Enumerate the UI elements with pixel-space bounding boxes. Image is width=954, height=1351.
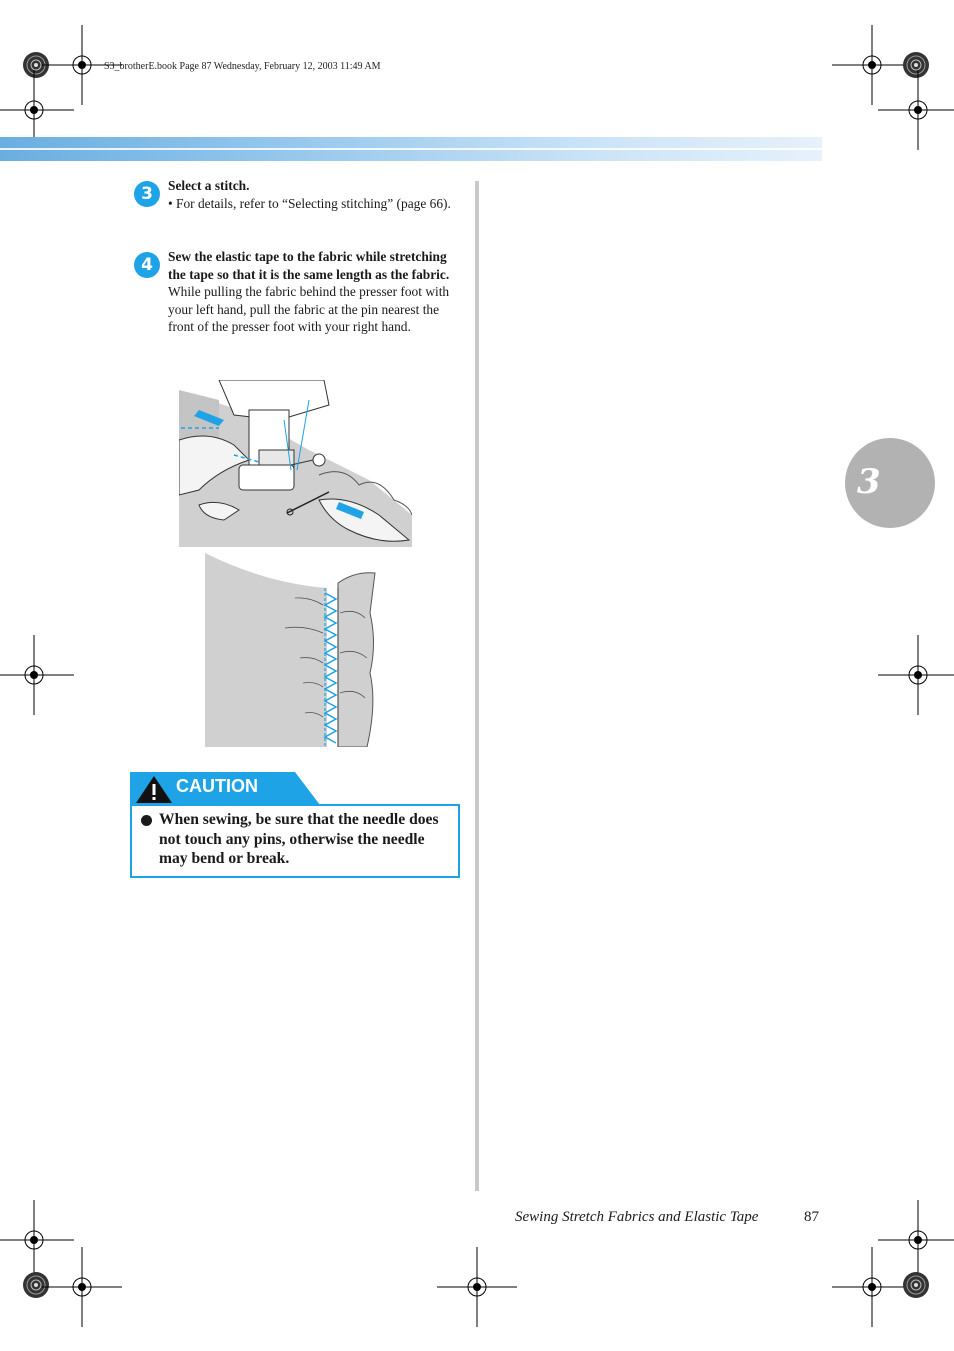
caution-label: CAUTION — [176, 776, 258, 796]
page-number: 87 — [804, 1209, 819, 1225]
caution-text: When sewing, be sure that the needle does not touch any pins, otherwise the needle may bend or break. — [159, 811, 439, 868]
step-4 — [168, 248, 460, 336]
chapter-number: 3 — [857, 462, 881, 502]
step-3 — [168, 177, 460, 212]
chapter-tab[interactable] — [845, 438, 935, 528]
step-title: Sew the elastic tape to the fabric while stretching the tape so that it is the same length as the fabric. — [168, 249, 450, 282]
step-body: While pulling the fabric behind the presser foot with your left hand, pull the fabric at the pin nearest the front of the presser foot with your right hand. — [168, 284, 450, 335]
step-number-badge: 4 — [134, 252, 160, 278]
step-number-badge: 3 — [134, 181, 160, 207]
bullet-dot-icon — [141, 815, 152, 826]
print-file-info: S3_brotherE.book Page 87 Wednesday, February 12, 2003 11:49 AM — [104, 61, 381, 72]
column-divider — [475, 181, 479, 1191]
stitched-fabric-illustration — [205, 553, 380, 747]
step-bullet: • For details, refer to “Selecting stitching” (page 66). — [168, 195, 451, 211]
header-color-bar — [0, 137, 822, 161]
sewing-illustration — [179, 380, 412, 547]
step-title: Select a stitch. — [168, 178, 250, 193]
footer-section-title: Sewing Stretch Fabrics and Elastic Tape — [515, 1209, 759, 1225]
